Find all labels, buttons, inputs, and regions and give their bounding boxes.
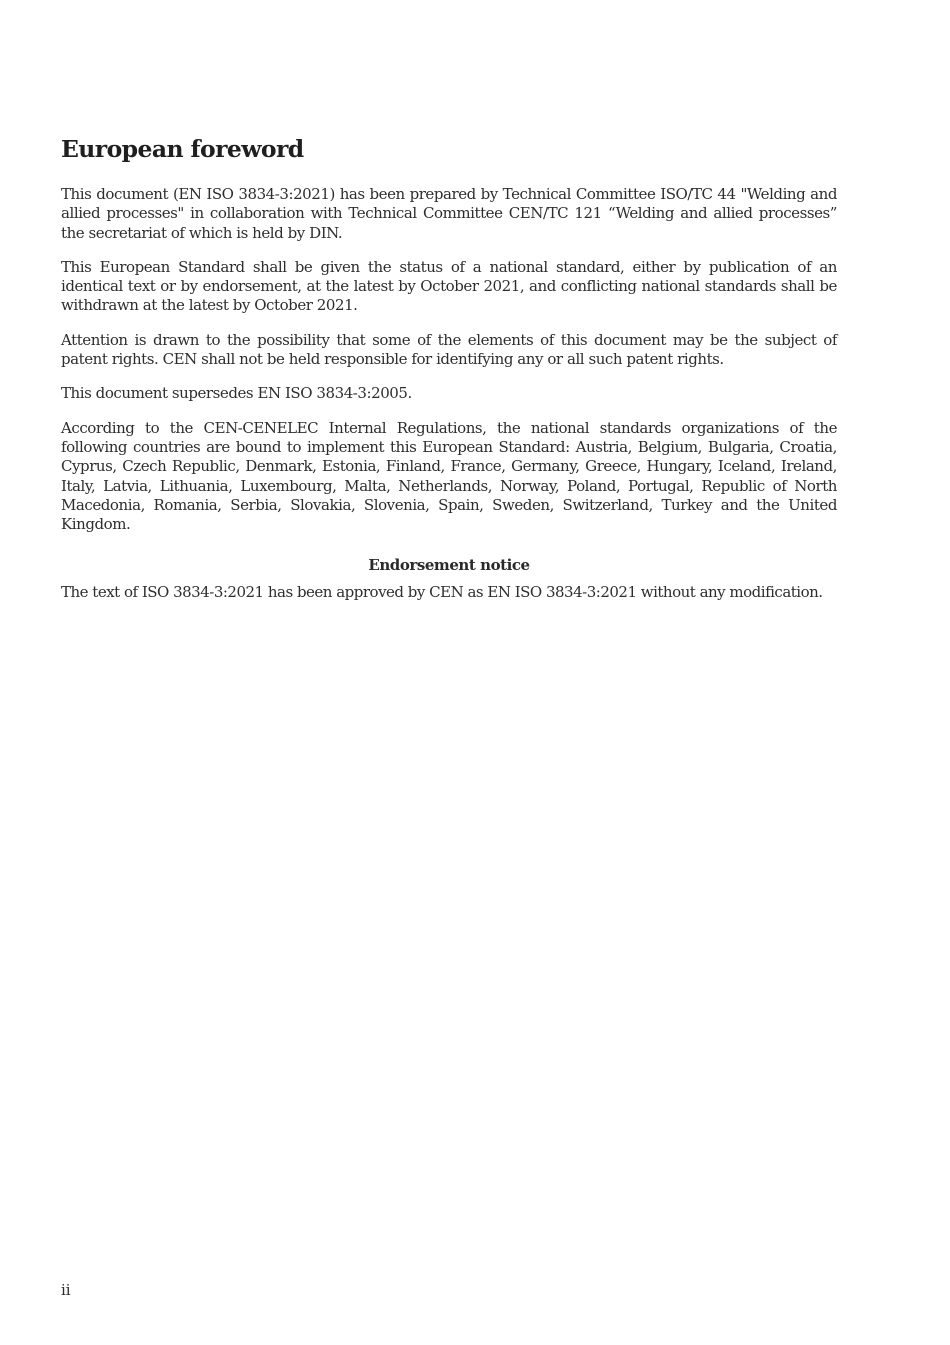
- paragraph-supersedes: This document supersedes EN ISO 3834-3:2005.: [61, 384, 412, 403]
- foreword-body: [61, 185, 837, 534]
- paragraph-countries: According to the CEN-CENELEC Internal Regulations, the national standards organizations of the following countries are bound to implement this European Standard: Austria, Belgium, Bulgaria, Croatia, Cyprus, Czech Republic, Denmark, Estonia, Finland, France, Germany, Greece, Hungary, Iceland, Ireland, Italy, Latvia, Lithuania, Luxembourg, Malta, Netherlands, Norway, Poland, Portugal, Republic of North Macedonia, Romania, Serbia, Slovakia, Slovenia, Spain, Sweden, Switzerland, Turkey and the United Kingdom.: [61, 418, 837, 534]
- endorsement-title: Endorsement notice: [368, 556, 530, 575]
- paragraph-national-status: This European Standard shall be given the status of a national standard, either by publication of an identical text or by endorsement, at the latest by October 2021, and conflicting national standards shall be withdrawn at the latest by October 2021.: [61, 257, 837, 315]
- page-number: ii: [61, 1281, 71, 1299]
- paragraph-preparation: This document (EN ISO 3834-3:2021) has been prepared by Technical Committee ISO/TC 44 "Welding and allied processes" in collaboration with Technical Committee CEN/TC 121 “Welding and allied processes” the secretariat of which is held by DIN.: [61, 185, 837, 242]
- document-page: [61, 130, 837, 603]
- page-title: European foreword: [61, 135, 304, 163]
- endorsement-text: The text of ISO 3834-3:2021 has been approved by CEN as EN ISO 3834-3:2021 without any modification.: [61, 583, 823, 602]
- endorsement-section: [61, 556, 837, 602]
- paragraph-patent-rights: Attention is drawn to the possibility that some of the elements of this document may be the subject of patent rights. CEN shall not be held responsible for identifying any or all such patent rights.: [61, 330, 837, 369]
